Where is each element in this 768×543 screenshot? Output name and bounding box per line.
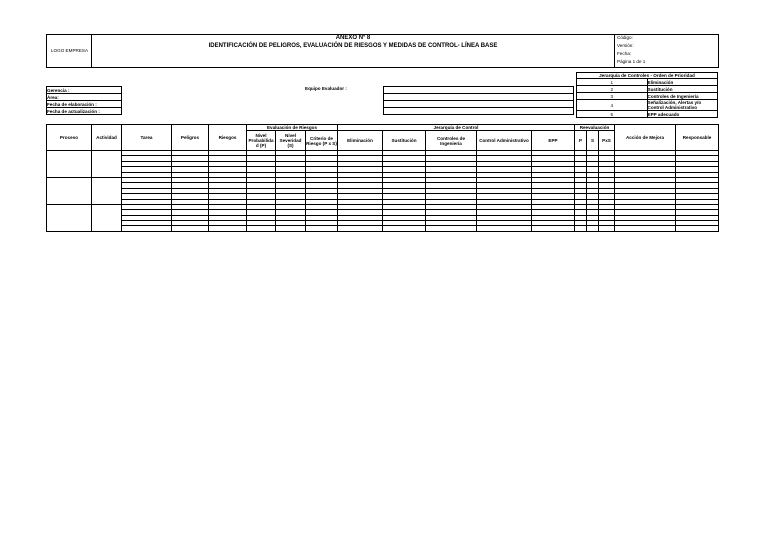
table-row (47, 226, 719, 231)
table-cell[interactable] (676, 226, 719, 231)
company-logo: LOGO EMPRESA (51, 48, 89, 53)
meta-code: Código: (617, 35, 633, 40)
table-cell[interactable] (122, 226, 172, 231)
info-label-elaboracion: Fecha de elaboración : (47, 101, 122, 108)
table-cell[interactable] (575, 226, 587, 231)
info-table (46, 86, 122, 115)
col-header-peligros: Peligros (172, 125, 209, 151)
col-header-responsable: Responsable (676, 125, 719, 151)
table-cell[interactable] (383, 226, 426, 231)
table-cell[interactable] (426, 226, 477, 231)
col-header-riesgos: Riesgos (209, 125, 247, 151)
col-header-eliminacion: Eliminación (338, 131, 383, 151)
proceso-cell[interactable] (47, 204, 92, 231)
controls-num: 1 (577, 79, 648, 86)
col-header-criterio: Criterio de Riesgo (P x S) (306, 131, 338, 151)
risk-matrix-table (46, 124, 719, 232)
table-cell[interactable] (306, 226, 338, 231)
col-header-epp: EPP (532, 131, 575, 151)
table-cell[interactable] (587, 226, 599, 231)
controls-item: Controles de Ingeniería (647, 93, 718, 100)
col-header-administrativo: Control Administrativo (477, 131, 532, 151)
info-label-area: Área: (47, 94, 122, 101)
proceso-cell[interactable] (47, 177, 92, 204)
evaluator-row (384, 87, 574, 94)
actividad-cell[interactable] (92, 177, 122, 204)
evaluator-row (384, 94, 574, 101)
info-label-actualizacion: Fecha de actualización : (47, 108, 122, 115)
table-cell[interactable] (276, 226, 306, 231)
meta-date: Fecha: (617, 51, 632, 56)
group-header-evaluacion: Evaluación de Riesgos (247, 125, 338, 131)
document-subtitle: IDENTIFICACIÓN DE PELIGROS, EVALUACIÓN DE RIESGOS Y MEDIDAS DE CONTROL- LÍNEA BASE (208, 43, 498, 49)
col-header-actividad: Actividad (92, 125, 122, 151)
proceso-cell[interactable] (47, 151, 92, 178)
controls-item: Señalización, Alertas y/o Control Administrativo (647, 100, 718, 111)
table-cell[interactable] (477, 226, 532, 231)
info-label-gerencia: Gerencia : (47, 87, 122, 94)
col-header-ingenieria: Controles de Ingeniería (426, 131, 477, 151)
table-cell[interactable] (338, 226, 383, 231)
table-cell[interactable] (599, 226, 615, 231)
controls-num: 4 (577, 100, 648, 111)
controls-item: Eliminación (647, 79, 718, 86)
controls-num: 2 (577, 86, 648, 93)
col-header-sustitucion: Sustitución (383, 131, 426, 151)
table-cell[interactable] (172, 226, 209, 231)
table-cell[interactable] (247, 226, 276, 231)
col-header-s: S (587, 131, 599, 151)
controls-legend (576, 72, 718, 118)
evaluator-row (384, 101, 574, 108)
controls-item: EPP adecuado (647, 111, 718, 118)
col-header-severidad: Nivel Severidad (S) (276, 131, 306, 151)
col-header-proceso: Proceso (47, 125, 92, 151)
document-title: ANEXO Nº 8 (335, 35, 371, 41)
col-header-pxs: PxS (599, 131, 615, 151)
col-header-p: P (575, 131, 587, 151)
col-header-probabilidad: Nivel Probabilida d (P) (247, 131, 276, 151)
evaluator-table (383, 86, 574, 115)
controls-num: 3 (577, 93, 648, 100)
table-cell[interactable] (209, 226, 247, 231)
controls-num: 5 (577, 111, 648, 118)
group-header-jerarquia: Jerarquía de Control (338, 125, 575, 131)
meta-cell (614, 34, 615, 68)
col-header-tarea: Tarea (122, 125, 172, 151)
group-header-reevaluacion: Reevaluación (575, 125, 615, 131)
actividad-cell[interactable] (92, 204, 122, 231)
table-cell[interactable] (532, 226, 575, 231)
controls-item: Sustitución (647, 86, 718, 93)
controls-legend-title: Jerarquía de Controles - Orden de Prioridad (577, 73, 718, 79)
meta-version: Versión: (617, 43, 634, 48)
table-cell[interactable] (615, 226, 676, 231)
col-header-accion-mejora: Acción de Mejora (615, 125, 676, 151)
meta-page: Página 1 de 1 (617, 59, 646, 64)
evaluator-row (384, 108, 574, 115)
evaluator-label: Equipo Evaluador : (305, 86, 347, 91)
actividad-cell[interactable] (92, 151, 122, 178)
